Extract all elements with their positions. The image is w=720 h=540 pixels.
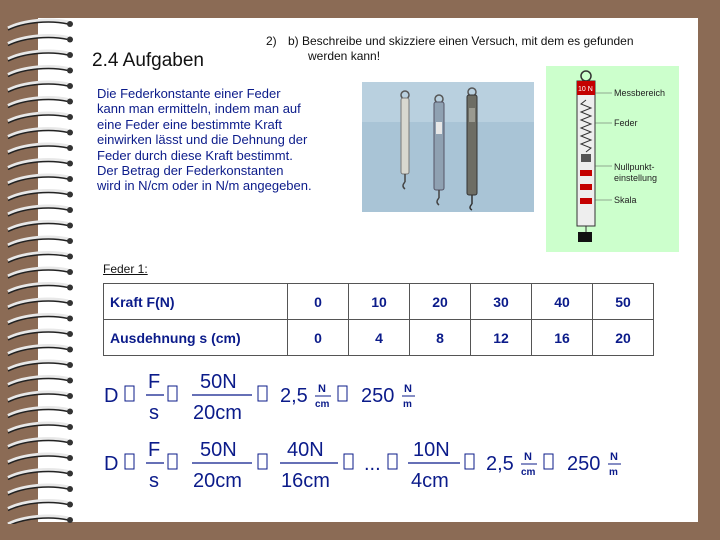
formula-result-2: 250 bbox=[567, 453, 601, 475]
intro-line: eine Feder eine bestimmte Kraft bbox=[97, 116, 282, 132]
table-cell: 40 bbox=[532, 284, 593, 320]
table-cell: 30 bbox=[471, 284, 532, 320]
intro-line: kann man ermitteln, indem man auf bbox=[97, 101, 301, 117]
label-spring: Feder bbox=[614, 118, 638, 128]
equals-glyph bbox=[338, 386, 347, 401]
task-number: 2) bbox=[266, 34, 277, 48]
formula-numerator: 40N bbox=[287, 439, 324, 461]
row-force-label: Kraft F(N) bbox=[104, 284, 288, 320]
formula-d: D bbox=[104, 453, 119, 475]
formula-2 bbox=[104, 439, 621, 492]
formula-denominator: 16cm bbox=[281, 470, 330, 492]
equals-glyph bbox=[465, 454, 474, 469]
table-cell: 0 bbox=[288, 320, 349, 356]
formula-denominator: 20cm bbox=[193, 470, 242, 492]
unit-cm: cm bbox=[315, 399, 330, 410]
label-zero-adjust-1: Nullpunkt- bbox=[614, 162, 655, 172]
table-cell: 0 bbox=[288, 284, 349, 320]
formula-denominator: 20cm bbox=[193, 402, 242, 424]
formula-d: D bbox=[104, 385, 119, 407]
equals-glyph bbox=[344, 454, 353, 469]
table-cell: 16 bbox=[532, 320, 593, 356]
task-line-2: werden kann! bbox=[308, 49, 381, 63]
formula-result-1: 2,5 bbox=[280, 385, 308, 407]
unit-n: N bbox=[318, 383, 326, 395]
formula-s: s bbox=[149, 402, 159, 424]
formula-f: F bbox=[148, 439, 161, 461]
unit-n: N bbox=[404, 383, 412, 395]
table-cell: 50 bbox=[593, 284, 654, 320]
unit-m: m bbox=[609, 467, 618, 478]
task-line-1: b) Beschreibe und skizziere einen Versuch, mit dem es gefunden bbox=[288, 34, 634, 48]
formula-numerator: 50N bbox=[200, 439, 237, 461]
intro-line: Der Betrag der Federkonstanten bbox=[97, 163, 284, 179]
row-extension-label: Ausdehnung s (cm) bbox=[104, 320, 288, 356]
table-cell: 10 bbox=[349, 284, 410, 320]
intro-line: einwirken lässt und die Dehnung der bbox=[97, 132, 308, 148]
equals-glyph bbox=[258, 454, 267, 469]
formula-numerator: 10N bbox=[413, 439, 450, 461]
formula-denominator: 4cm bbox=[411, 470, 449, 492]
formula-1 bbox=[104, 371, 415, 424]
table-cell: 12 bbox=[471, 320, 532, 356]
slide-heading: 2.4 Aufgaben bbox=[92, 50, 204, 71]
formula-result-1: 2,5 bbox=[486, 453, 514, 475]
equals-glyph bbox=[388, 454, 397, 469]
unit-n: N bbox=[524, 451, 532, 463]
table-cell: 4 bbox=[349, 320, 410, 356]
equals-glyph bbox=[258, 386, 267, 401]
equals-glyph bbox=[125, 454, 134, 469]
table-cell: 20 bbox=[593, 320, 654, 356]
formula-numerator: 50N bbox=[200, 371, 237, 393]
unit-cm: cm bbox=[521, 467, 536, 478]
intro-line: Feder durch diese Kraft bestimmt. bbox=[97, 147, 293, 163]
label-scale: Skala bbox=[614, 195, 637, 205]
equals-glyph bbox=[168, 454, 177, 469]
label-zero-adjust-2: einstellung bbox=[614, 173, 658, 183]
formula-f: F bbox=[148, 371, 161, 393]
table-caption: Feder 1: bbox=[103, 262, 148, 276]
label-range: Messbereich bbox=[614, 88, 666, 98]
unit-m: m bbox=[403, 399, 412, 410]
table-cell: 20 bbox=[410, 284, 471, 320]
formula-s: s bbox=[149, 470, 159, 492]
formula-ellipsis: ... bbox=[364, 453, 381, 475]
equals-glyph bbox=[544, 454, 553, 469]
formula-result-2: 250 bbox=[361, 385, 395, 407]
intro-line: Die Federkonstante einer Feder bbox=[97, 86, 281, 101]
table-cell: 8 bbox=[410, 320, 471, 356]
unit-n: N bbox=[610, 451, 618, 463]
equals-glyph bbox=[125, 386, 134, 401]
intro-line: wird in N/cm oder in N/m angegeben. bbox=[97, 178, 312, 194]
equals-glyph bbox=[168, 386, 177, 401]
range-tag: 10 N bbox=[578, 86, 593, 93]
